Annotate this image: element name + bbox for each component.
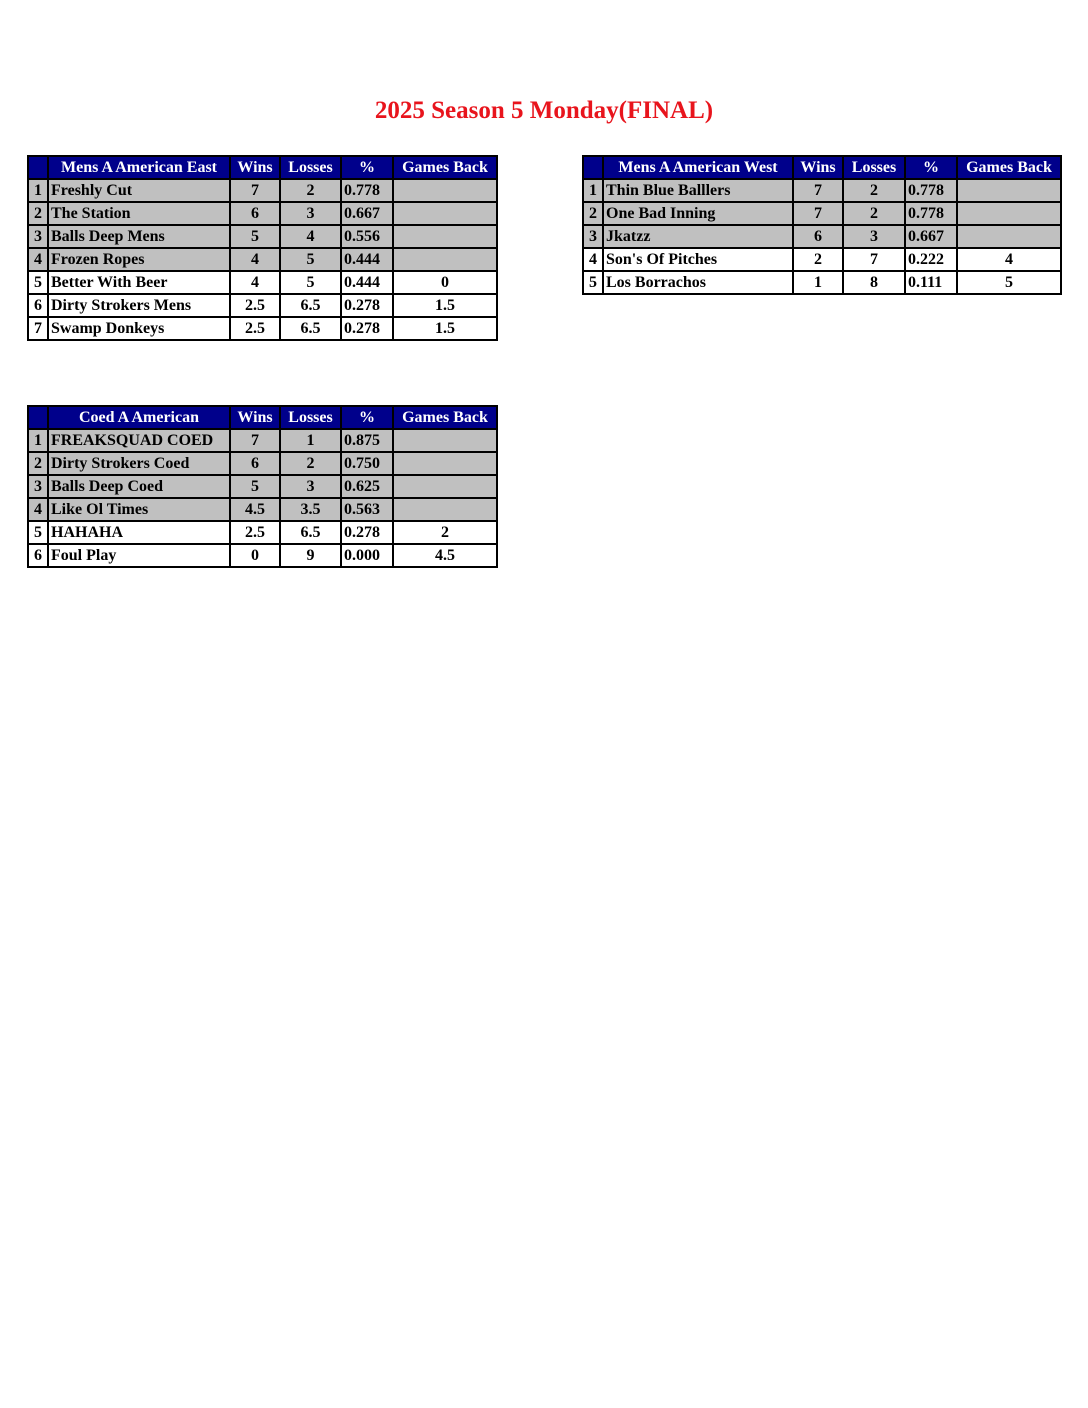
wins-cell: 7 (230, 429, 280, 452)
games-back-cell: 1.5 (393, 294, 497, 317)
wins-cell: 5 (230, 475, 280, 498)
pct-cell: 0.111 (905, 271, 957, 294)
games-back-cell (393, 475, 497, 498)
pct-cell: 0.222 (905, 248, 957, 271)
games-back-cell (957, 225, 1061, 248)
games-back-cell (393, 429, 497, 452)
losses-cell: 2 (843, 179, 905, 202)
team-name-cell: The Station (48, 202, 230, 225)
pct-cell: 0.278 (341, 294, 393, 317)
table-row (28, 544, 497, 567)
rank-cell: 3 (583, 225, 603, 248)
wins-header: Wins (230, 406, 280, 429)
division-name: Mens A American East (48, 156, 230, 179)
pct-header: % (341, 156, 393, 179)
team-name-cell: Jkatzz (603, 225, 793, 248)
pct-cell: 0.556 (341, 225, 393, 248)
pct-cell: 0.444 (341, 248, 393, 271)
table-row (583, 248, 1061, 271)
rank-cell: 5 (583, 271, 603, 294)
table-row (583, 225, 1061, 248)
rank-cell: 5 (28, 271, 48, 294)
team-name-cell: Like Ol Times (48, 498, 230, 521)
losses-cell: 7 (843, 248, 905, 271)
rank-cell: 1 (583, 179, 603, 202)
pct-cell: 0.667 (905, 225, 957, 248)
pct-cell: 0.444 (341, 271, 393, 294)
rank-cell: 2 (28, 202, 48, 225)
losses-cell: 6.5 (280, 521, 341, 544)
header-row (28, 406, 497, 429)
games-back-header: Games Back (393, 406, 497, 429)
team-name-cell: Frozen Ropes (48, 248, 230, 271)
games-back-cell (393, 248, 497, 271)
wins-cell: 0 (230, 544, 280, 567)
games-back-cell: 4 (957, 248, 1061, 271)
rank-header (28, 406, 48, 429)
team-name-cell: Balls Deep Mens (48, 225, 230, 248)
games-back-header: Games Back (393, 156, 497, 179)
rank-cell: 4 (28, 498, 48, 521)
losses-cell: 3 (843, 225, 905, 248)
team-name-cell: Freshly Cut (48, 179, 230, 202)
wins-cell: 2.5 (230, 317, 280, 340)
losses-cell: 6.5 (280, 294, 341, 317)
team-name-cell: Swamp Donkeys (48, 317, 230, 340)
header-row (583, 156, 1061, 179)
table-row (583, 179, 1061, 202)
losses-cell: 2 (280, 179, 341, 202)
table-row (28, 248, 497, 271)
pct-cell: 0.875 (341, 429, 393, 452)
rank-cell: 6 (28, 544, 48, 567)
rank-cell: 2 (583, 202, 603, 225)
pct-cell: 0.625 (341, 475, 393, 498)
wins-cell: 2.5 (230, 294, 280, 317)
team-name-cell: FREAKSQUAD COED (48, 429, 230, 452)
table-row (28, 475, 497, 498)
team-name-cell: Better With Beer (48, 271, 230, 294)
rank-cell: 1 (28, 429, 48, 452)
games-back-cell (393, 498, 497, 521)
header-row (28, 156, 497, 179)
games-back-cell: 0 (393, 271, 497, 294)
wins-header: Wins (793, 156, 843, 179)
table-row (28, 271, 497, 294)
games-back-cell (393, 225, 497, 248)
division-name: Coed A American (48, 406, 230, 429)
games-back-cell: 5 (957, 271, 1061, 294)
pct-cell: 0.667 (341, 202, 393, 225)
team-name-cell: One Bad Inning (603, 202, 793, 225)
wins-header: Wins (230, 156, 280, 179)
table-row (28, 452, 497, 475)
table-row (28, 202, 497, 225)
rank-cell: 3 (28, 475, 48, 498)
losses-cell: 3 (280, 202, 341, 225)
standings-table-coed (27, 405, 498, 568)
wins-cell: 7 (230, 179, 280, 202)
games-back-cell (393, 179, 497, 202)
table-row (28, 317, 497, 340)
pct-header: % (341, 406, 393, 429)
pct-cell: 0.563 (341, 498, 393, 521)
wins-cell: 4 (230, 271, 280, 294)
pct-cell: 0.750 (341, 452, 393, 475)
team-name-cell: Son's Of Pitches (603, 248, 793, 271)
table-row (28, 498, 497, 521)
pct-header: % (905, 156, 957, 179)
losses-cell: 4 (280, 225, 341, 248)
games-back-cell (957, 179, 1061, 202)
pct-cell: 0.778 (341, 179, 393, 202)
wins-cell: 2 (793, 248, 843, 271)
pct-cell: 0.278 (341, 521, 393, 544)
wins-cell: 6 (230, 452, 280, 475)
team-name-cell: Los Borrachos (603, 271, 793, 294)
wins-cell: 6 (230, 202, 280, 225)
page-title: 2025 Season 5 Monday(FINAL) (374, 97, 714, 124)
table-row (28, 225, 497, 248)
games-back-cell (393, 452, 497, 475)
table-row (28, 521, 497, 544)
losses-cell: 1 (280, 429, 341, 452)
games-back-cell (393, 202, 497, 225)
wins-cell: 6 (793, 225, 843, 248)
losses-cell: 9 (280, 544, 341, 567)
losses-cell: 5 (280, 248, 341, 271)
losses-cell: 5 (280, 271, 341, 294)
table-row (28, 179, 497, 202)
losses-cell: 6.5 (280, 317, 341, 340)
team-name-cell: Dirty Strokers Mens (48, 294, 230, 317)
games-back-header: Games Back (957, 156, 1061, 179)
wins-cell: 2.5 (230, 521, 280, 544)
rank-cell: 4 (28, 248, 48, 271)
rank-cell: 5 (28, 521, 48, 544)
rank-cell: 6 (28, 294, 48, 317)
games-back-cell: 2 (393, 521, 497, 544)
table-row (583, 202, 1061, 225)
standings-table-mens-west (582, 155, 1062, 295)
rank-header (583, 156, 603, 179)
losses-header: Losses (280, 406, 341, 429)
games-back-cell (957, 202, 1061, 225)
rank-cell: 1 (28, 179, 48, 202)
losses-header: Losses (280, 156, 341, 179)
games-back-cell: 1.5 (393, 317, 497, 340)
losses-cell: 8 (843, 271, 905, 294)
losses-header: Losses (843, 156, 905, 179)
table-row (28, 429, 497, 452)
team-name-cell: Balls Deep Coed (48, 475, 230, 498)
rank-header (28, 156, 48, 179)
wins-cell: 5 (230, 225, 280, 248)
wins-cell: 7 (793, 202, 843, 225)
games-back-cell: 4.5 (393, 544, 497, 567)
pct-cell: 0.778 (905, 202, 957, 225)
wins-cell: 7 (793, 179, 843, 202)
wins-cell: 4 (230, 248, 280, 271)
wins-cell: 1 (793, 271, 843, 294)
rank-cell: 3 (28, 225, 48, 248)
rank-cell: 4 (583, 248, 603, 271)
wins-cell: 4.5 (230, 498, 280, 521)
pct-cell: 0.000 (341, 544, 393, 567)
team-name-cell: Dirty Strokers Coed (48, 452, 230, 475)
team-name-cell: HAHAHA (48, 521, 230, 544)
team-name-cell: Thin Blue Balllers (603, 179, 793, 202)
pct-cell: 0.778 (905, 179, 957, 202)
losses-cell: 3 (280, 475, 341, 498)
rank-cell: 2 (28, 452, 48, 475)
pct-cell: 0.278 (341, 317, 393, 340)
table-row (28, 294, 497, 317)
losses-cell: 2 (843, 202, 905, 225)
team-name-cell: Foul Play (48, 544, 230, 567)
losses-cell: 2 (280, 452, 341, 475)
division-name: Mens A American West (603, 156, 793, 179)
table-row (583, 271, 1061, 294)
losses-cell: 3.5 (280, 498, 341, 521)
standings-table-mens-east (27, 155, 498, 341)
rank-cell: 7 (28, 317, 48, 340)
